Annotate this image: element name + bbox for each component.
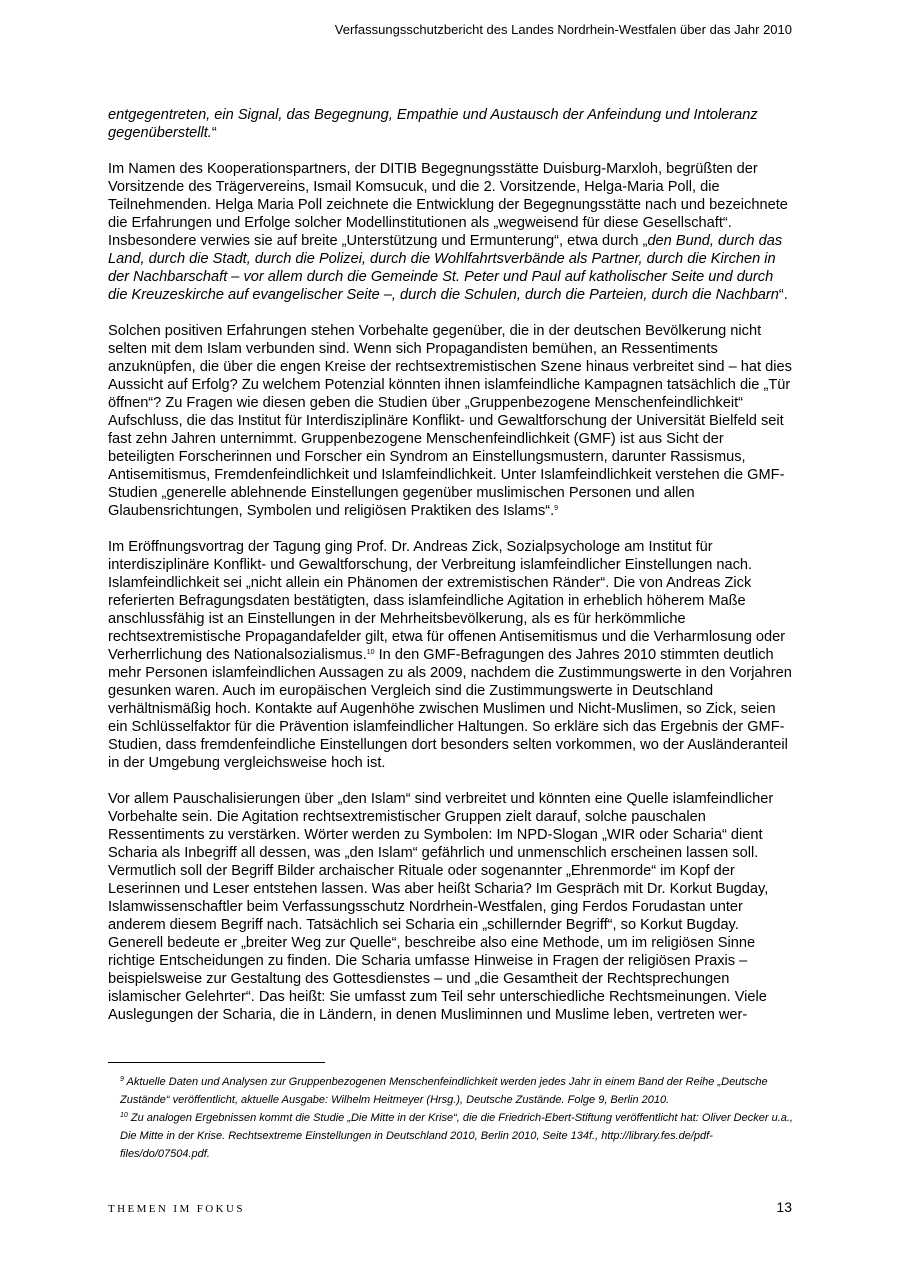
footer-section-label: THEMEN IM FOKUS — [108, 1203, 245, 1215]
paragraph-5 — [108, 790, 794, 1024]
footnote-separator — [108, 1062, 325, 1063]
paragraph-4 — [108, 538, 794, 772]
paragraph-3 — [108, 322, 794, 520]
page-number: 13 — [776, 1199, 792, 1215]
footnote-text: Aktuelle Daten und Analysen zur Gruppenbezogenen Menschenfeindlichkeit werden jedes Jahr in einem Band der Reihe „Deutsche Zustände“ veröffentlicht, aktuelle Ausgabe: Wilhelm Heitmeyer (Hrsg.), Deutsche Zustände. Folge 9, Berlin 2010. — [120, 1076, 768, 1106]
footnote-number: 9 — [120, 1076, 124, 1083]
body-text — [108, 106, 794, 1042]
italic-quote: den Bund, durch das Land, durch die Stadt, durch die Polizei, durch die Wohlfahrtsverbände als Partner, durch die Kirchen in der Nachbarschaft – vor allem durch die Gemeinde St. Peter und Paul auf katholischer Seite und durch die Kreuzeskirche auf evangelischer Seite –, durch die Schulen, durch die Parteien, durch die Nachbarn — [108, 233, 783, 303]
footnote-ref: 9 — [554, 505, 559, 512]
text-segment: “ — [211, 125, 217, 141]
footnote-text: Zu analogen Ergebnissen kommt die Studie „Die Mitte in der Krise“, die die Friedrich-Ebert-Stiftung veröffentlicht hat: Oliver Decker u.a., Die Mitte in der Krise. Rechtsextreme Einstellungen in Deutschland 2010, Berlin 2010, Seite 134f., http://library.fes.de/pdf-files/do/07504.pdf. — [120, 1112, 793, 1160]
text-segment: In den GMF-Befragungen des Jahres 2010 stimmten deutlich mehr Personen islamfeindlichen Aussagen zu als 2009, nachdem die Zustimmungswerte in den Vorjahren gesunken waren. Auch im europäischen Vergleich sind die Zustimmungswerte in Deutschland verhältnismäßig hoch. Kontakte auf Augenhöhe zwischen Muslimen und Nicht-Muslimen, so Zick, seien ein Schlüsselfaktor für die Prävention islamfeindlicher Haltungen. So erkläre sich das Ergebnis der GMF-Studien, dass fremdenfeindliche Einstellungen dort besonders selten vorkommen, wo der Ausländeranteil in der Umgebung vergleichsweise hoch ist. — [108, 647, 792, 771]
footnote-10 — [120, 1109, 794, 1163]
footnote-9 — [120, 1073, 794, 1109]
paragraph-2 — [108, 160, 794, 304]
footnote-ref: 10 — [366, 649, 375, 656]
text-segment: “. — [778, 287, 788, 303]
footnotes — [120, 1073, 794, 1163]
paragraph-1 — [108, 106, 794, 142]
text-segment: Im Eröffnungsvortrag der Tagung ging Prof. Dr. Andreas Zick, Sozialpsychologe am Institut für interdisziplinäre Konflikt- und Gewaltforschung, der Verbreitung islamfeindlicher Einstellungen nach. Islamfeindlichkeit sei „nicht allein ein Phänomen der extremistischen Ränder“. Die von Andreas Zick referierten Befragungsdaten bestätigten, dass islamfeindliche Agitation in erheblich höherem Maße anschlussfähig ist an Einstellungen in der Mehrheitsbevölkerung, als es für herkömmliche rechtsextremistische Propagandafelder gilt, etwa für offenen Antisemitismus und die Verharmlosung oder Verherrlichung des Nationalsozialismus. — [108, 539, 786, 663]
italic-quote: entgegentreten, ein Signal, das Begegnung, Empathie und Austausch der Anfeindung und Intoleranz gegenüberstellt. — [108, 107, 758, 141]
page-header-title: Verfassungsschutzbericht des Landes Nordrhein-Westfalen über das Jahr 2010 — [334, 22, 792, 37]
text-segment: Im Namen des Kooperationspartners, der DITIB Begegnungsstätte Duisburg-Marxloh, begrüßten der Vorsitzende des Trägervereins, Ismail Komsucuk, und die 2. Vorsitzende, Helga-Maria Poll, die Teilnehmenden. Helga Maria Poll zeichnete die Entwicklung der Begegnungsstätte nach und bezeichnete die Erfahrungen und Erfolge solcher Modellinstitutionen als „wegweisend für diese Gesellschaft“. Insbesondere verwies sie auf breite „Unterstützung und Ermunterung“, etwa durch „ — [108, 161, 788, 249]
text-segment: Vor allem Pauschalisierungen über „den Islam“ sind verbreitet und könnten eine Quelle islamfeindlicher Vorbehalte sein. Die Agitation rechtsextremistischer Gruppen zielt darauf, solche pauschalen Ressentiments zu verstärken. Wörter werden zu Symbolen: Im NPD-Slogan „WIR oder Scharia“ dient Scharia als Inbegriff all dessen, was „den Islam“ gefährlich und unmenschlich erscheinen lassen soll. Vermutlich soll der Begriff Bilder archaischer Rituale oder sogenannter „Ehrenmorde“ im Kopf der Leserinnen und Leser entstehen lassen. Was aber heißt Scharia? Im Gespräch mit Dr. Korkut Bugday, Islamwissenschaftler beim Verfassungsschutz Nordrhein-Westfalen, ging Ferdos Forudastan unter anderem diesem Begriff nach. Tatsächlich sei Scharia ein „schillernder Begriff“, so Korkut Bugday. Generell bedeute er „breiter Weg zur Quelle“, beschreibe also eine Methode, um im religiösen Sinne richtige Entscheidungen zu finden. Die Scharia umfasse Hinweise in Fragen der religiösen Praxis – beispielsweise zur Gestaltung des Gottesdienstes – und „die Gesamtheit der Rechtsprechungen islamischer Gelehrter“. Das heißt: Sie umfasst zum Teil sehr unterschiedliche Rechtsmeinungen. Viele Auslegungen der Scharia, die in Ländern, in denen Musliminnen und Muslime leben, vertreten wer- — [108, 791, 774, 1023]
text-segment: Solchen positiven Erfahrungen stehen Vorbehalte gegenüber, die in der deutschen Bevölkerung nicht selten mit dem Islam verbunden sind. Wenn sich Propagandisten bemühen, an Ressentiments anzuknüpfen, die über die engen Kreise der rechtsextremistischen Szene hinaus verbreitet sind – hat dies Aussicht auf Erfolg? Zu welchem Potenzial könnten ihnen islamfeindliche Kampagnen tatsächlich die „Tür öffnen“? Zu Fragen wie diesen geben die Studien über „Gruppenbezogene Menschenfeindlichkeit“ Aufschluss, die das Institut für Interdisziplinäre Konflikt- und Gewaltforschung der Universität Bielfeld seit fast zehn Jahren unternimmt. Gruppenbezogene Menschenfeindlichkeit (GMF) ist aus Sicht der beteiligten Forscherinnen und Forscher ein Syndrom an Einstellungsmustern, darunter Rassismus, Antisemitismus, Fremdenfeindlichkeit und Islamfeindlichkeit. Unter Islamfeindlichkeit verstehen die GMF-Studien „generelle ablehnende Einstellungen gegenüber muslimischen Personen und allen Glaubensrichtungen, Symbolen und religiösen Praktiken des Islams“. — [108, 323, 792, 519]
footnote-number: 10 — [120, 1112, 128, 1119]
